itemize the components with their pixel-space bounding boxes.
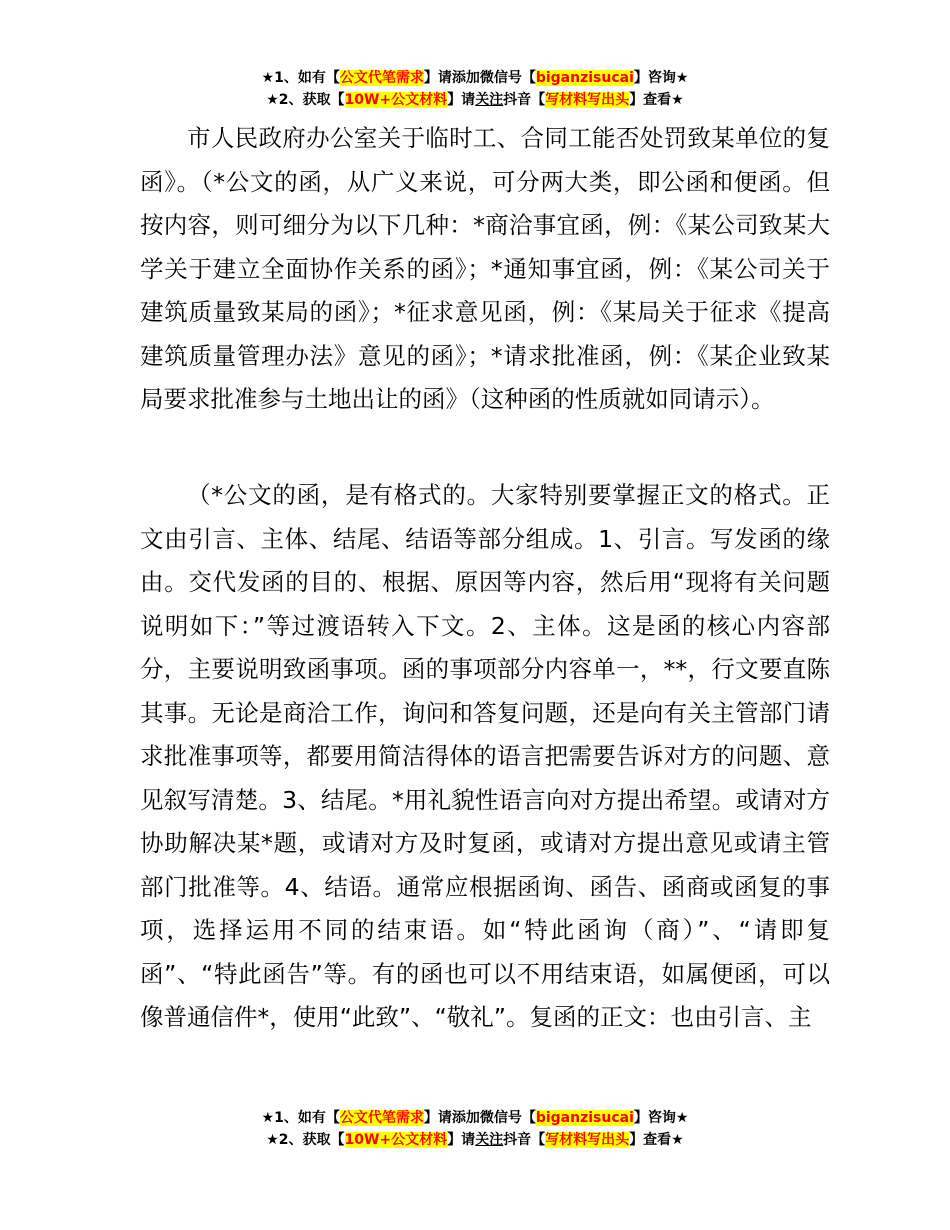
banner-highlight-wechat-id: biganzisucai — [535, 70, 634, 86]
footer-banner-line-1 — [0, 1107, 950, 1129]
banner-line-1-prefix: ★1、如有【 — [261, 70, 340, 86]
banner-line-1 — [0, 67, 950, 89]
banner-highlight-writing-service: 公文代笔需求 — [339, 70, 424, 86]
footer-line-2-suffix: 】查看★ — [629, 1132, 684, 1148]
footer-line-1-suffix: 】咨询★ — [633, 1110, 689, 1126]
banner-line-2-prefix: ★2、获取【 — [266, 92, 345, 108]
footer-line-2-prefix: ★2、获取【 — [266, 1132, 345, 1148]
footer-line-1-middle: 】请添加微信号【 — [423, 1110, 536, 1126]
footer-line-1-prefix: ★1、如有【 — [261, 1110, 340, 1126]
banner-highlight-douyin-account: 写材料写出头 — [545, 92, 630, 108]
footer-line-2-middle-b: 抖音【 — [503, 1132, 546, 1148]
footer-highlight-writing-service: 公文代笔需求 — [339, 1110, 424, 1126]
body-paragraph-1: 市人民政府办公室关于临时工、合同工能否处罚致某单位的复函》。（*公文的函，从广义来说，可分两大类，即公函和便函。但按内容，则可细分为以下几种：*商洽事宜函，例：《某公司致某大学关于建立全面协作关系的函》；*通知事宜函，例：《某公司关于建筑质量致某局的函》；*征求意见函，例：《某局关于征求《提高建筑质量管理办法》意见的函》；*请求批准函，例：《某企业致某局要求批准参与土地出让的函》（这种函的性质就如同请示）。 — [140, 124, 830, 413]
banner-line-2 — [0, 89, 950, 111]
footer-banner-line-2 — [0, 1129, 950, 1151]
body-paragraph-2: （*公文的函，是有格式的。大家特别要掌握正文的格式。正文由引言、主体、结尾、结语等部分组成。1、引言。写发函的缘由。交代发函的目的、根据、原因等内容，然后用“现将有关问题说明如下：”等过渡语转入下文。2、主体。这是函的核心内容部分，主要说明致函事项。函的事项部分内容单一，**，行文要直陈其事。无论是商洽工作，询问和答复问题，还是向有关主管部门请求批准事项等，都要用简洁得体的语言把需要告诉对方的问题、意见叙写清楚。3、结尾。*用礼貌性语言向对方提出希望。或请对方协助解决某*题，或请对方及时复函，或请对方提出意见或请主管部门批准等。4、结语。通常应根据函询、函告、函商或函复的事项，选择运用不同的结束语。如“特此函询（商）”、“请即复函”、“特此函告”等。有的函也可以不用结束语，如属便函，可以像普通信件*，使用“此致”、“敬礼”。复函的正文：也由引言、主 — [140, 481, 830, 1031]
footer-line-2-middle-a: 】请 — [447, 1132, 476, 1148]
footer-banner — [0, 1107, 950, 1151]
banner-line-2-middle-a: 】请 — [447, 92, 476, 108]
banner-line-2-suffix: 】查看★ — [629, 92, 684, 108]
footer-highlight-wechat-id: biganzisucai — [535, 1110, 634, 1126]
banner-line-1-suffix: 】咨询★ — [633, 70, 689, 86]
banner-underlined-follow: 关注 — [475, 92, 504, 108]
banner-highlight-materials: 10W+公文材料 — [344, 92, 448, 108]
footer-highlight-materials: 10W+公文材料 — [344, 1132, 448, 1148]
header-banner — [0, 67, 950, 111]
banner-line-1-middle: 】请添加微信号【 — [423, 70, 536, 86]
footer-highlight-douyin-account: 写材料写出头 — [545, 1132, 630, 1148]
banner-line-2-middle-b: 抖音【 — [503, 92, 546, 108]
footer-underlined-follow: 关注 — [475, 1132, 504, 1148]
